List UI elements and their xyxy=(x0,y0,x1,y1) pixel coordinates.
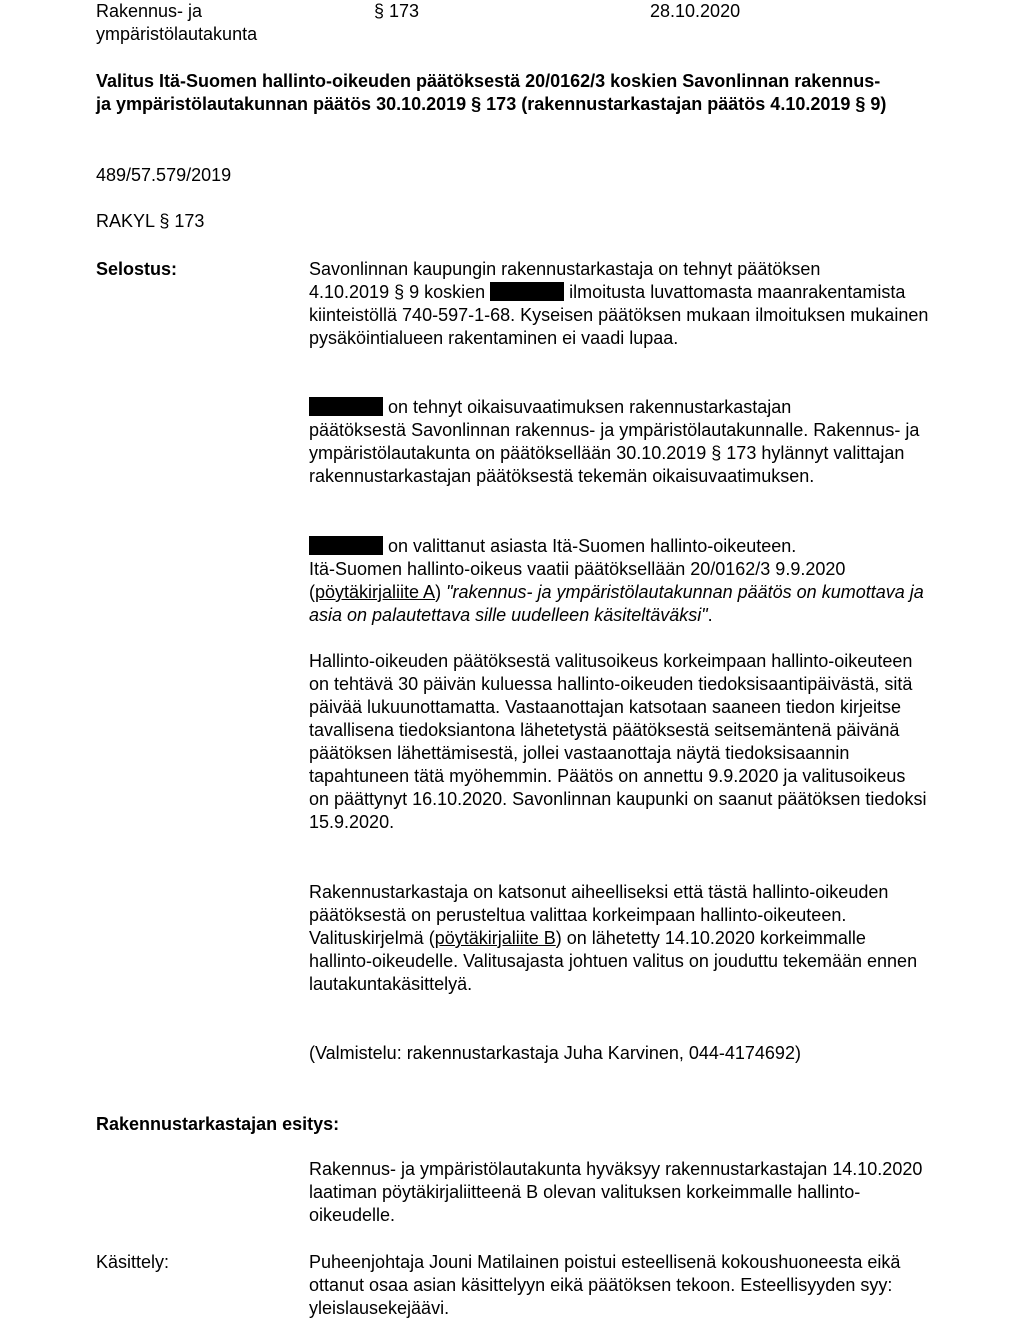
paren-close: ) xyxy=(435,582,442,602)
preparer-note: (Valmistelu: rakennustarkastaja Juha Karvinen, 044-4174692) xyxy=(309,1043,801,1063)
selostus-p1-line2b: ilmoitusta luvattomasta xyxy=(569,282,753,302)
selostus-paragraph-3 xyxy=(309,535,929,627)
kasittely-label: Käsittely: xyxy=(96,1252,170,1272)
selostus-p5-b: ) on lähetetty 14.10.2020 korkeimmalle hallinto-oikeudelle. Valitusajasta johtuen valitus on jouduttu tekemään ennen lautakuntakäsittelyä. xyxy=(309,928,918,994)
selostus-p5-a: Rakennustarkastaja on katsonut aiheelliseksi että tästä hallinto-oikeuden päätöksestä on perusteltua valittaa korkeimpaan hallinto-oikeuteen. Valituskirjelmä ( xyxy=(309,882,889,948)
redacted-name xyxy=(490,282,564,301)
selostus-label: Selostus: xyxy=(96,259,178,279)
committee-name: Rakennus- ja ympäristölautakunta xyxy=(96,1,258,44)
proposal-label: Rakennustarkastajan esitys: xyxy=(96,1114,340,1134)
matter-title: Valitus Itä-Suomen hallinto-oikeuden päätöksestä 20/0162/3 koskien Savonlinnan rakennus- ja ympäristölautakunnan päätös 30.10.2019 § 173 (rakennustarkastajan päätös 4.10.2019 § 9) xyxy=(96,71,887,114)
section-number: § 173 xyxy=(374,1,420,21)
reference-section: RAKYL § 173 xyxy=(96,211,205,231)
attachment-a-link[interactable]: pöytäkirjaliite A xyxy=(315,582,436,602)
diary-number: 489/57.579/2019 xyxy=(96,165,232,185)
selostus-paragraph-2 xyxy=(309,396,929,488)
proposal-text: Rakennus- ja ympäristölautakunta hyväksyy rakennustarkastajan 14.10.2020 laatiman pöytäkirjaliitteenä B olevan valituksen korkeimmalle hallinto-oikeudelle. xyxy=(309,1159,923,1225)
selostus-paragraph-4 xyxy=(309,650,929,834)
page-header xyxy=(96,0,976,46)
selostus-paragraph-1 xyxy=(309,258,929,350)
court-decision-quote: "rakennus- ja ympäristölautakunnan päätös on kumottava ja asia on palautettava sille uudelleen käsiteltäväksi" xyxy=(309,582,924,625)
selostus-p1-line1: Savonlinnan kaupungin rakennustarkastaja on tehnyt päätöksen xyxy=(309,259,821,279)
selostus-p1-line2a: 4.10.2019 § 9 koskien xyxy=(309,282,486,302)
kasittely-text: Puheenjohtaja Jouni Matilainen poistui esteellisenä kokoushuoneesta eikä ottanut osaa asian käsittelyyn eikä päätöksen tekoon. Esteellisyyden syy: yleislausekejäävi. xyxy=(309,1252,901,1318)
paren-open: ( xyxy=(309,582,315,602)
selostus-p3-a: on valittanut asiasta Itä-Suomen hallinto-oikeuteen. xyxy=(388,536,797,556)
selostus-p2-rest: päätöksestä Savonlinnan rakennus- ja ympäristölautakunnalle. Rakennus- ja ympäristölautakunta on päätöksellään 30.10.2019 § 173 hylännyt valittajan rakennustarkastajan päätöksestä tekemän oikaisuvaatimuksen. xyxy=(309,420,920,486)
attachment-b-link[interactable]: pöytäkirjaliite B xyxy=(434,928,556,948)
appeal-deadline-text: Hallinto-oikeuden päätöksestä valitusoikeus korkeimpaan hallinto-oikeuteen on tehtävä 30 päivän kuluessa hallinto-oikeuden tiedoksisaantipäivästä, sitä päivää lukuunottamatta. Vastaanottajan katsotaan saaneen tiedon kirjeitse tavallisena tiedoksiantona lähetetystä päätöksestä seitsemäntenä päivänä päätöksen lähettämisestä, jollei vastaanottaja näytä tiedoksisaannin tapahtuneen tätä myöhemmin. Päätös on annettu 9.9.2020 ja valitusoikeus on päättynyt 16.10.2020. Savonlinnan kaupunki on saanut päätöksen tiedoksi 15.9.2020. xyxy=(309,651,927,832)
selostus-p3-b: Itä-Suomen hallinto-oikeus vaatii päätöksellään 20/0162/3 9.9.2020 xyxy=(309,559,846,579)
meeting-date: 28.10.2020 xyxy=(650,1,741,21)
selostus-p1-rest: maanrakentamista kiinteistöllä 740-597-1-68. Kyseisen päätöksen mukaan ilmoituksen mukainen pysäköintialueen rakentaminen ei vaadi lupaa. xyxy=(309,282,929,348)
redacted-name xyxy=(309,536,383,555)
selostus-p2-a: on tehnyt oikaisuvaatimuksen rakennustarkastajan xyxy=(388,397,792,417)
sentence-end: . xyxy=(707,605,713,625)
redacted-name xyxy=(309,397,383,416)
selostus-paragraph-5 xyxy=(309,881,929,996)
